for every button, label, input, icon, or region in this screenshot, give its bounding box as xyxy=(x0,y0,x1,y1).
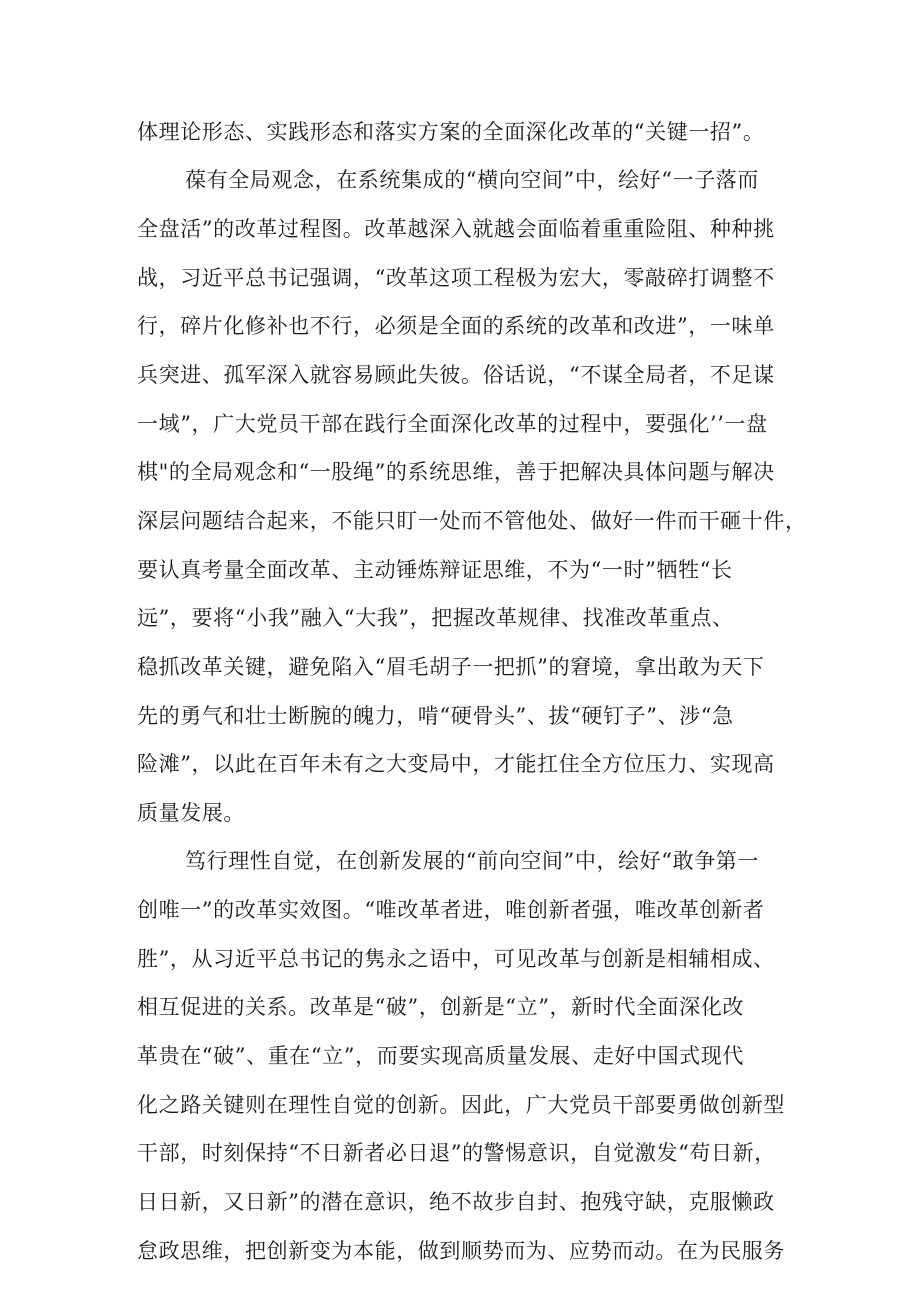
paragraph-line: 日日新，又日新”的潜在意识，绝不故步自封、抱残守缺，克服懒政 xyxy=(137,1190,775,1214)
paragraph-line: 先的勇气和壮士断腕的魄力，啃“硬骨头”、拔“硬钉子”、涉“急 xyxy=(137,704,734,728)
paragraph-line: 远”，要将“小我”融入“大我”，把握改革规律、找准改革重点、 xyxy=(137,606,734,630)
paragraph-line: 革贵在“破”、重在“立”，而要实现高质量发展、走好中国式现代 xyxy=(137,1044,744,1068)
paragraph-line: 相互促进的关系。改革是“破”，创新是“立”，新时代全面深化改 xyxy=(137,995,744,1019)
paragraph-line: 质量发展。 xyxy=(137,801,245,825)
paragraph-line: 全盘活”的改革过程图。改革越深入就越会面临着重重险阻、种种挑 xyxy=(137,217,775,241)
paragraph-line: 稳抓改革关键，避免陷入“眉毛胡子一把抓”的窘境，拿出敢为天下 xyxy=(137,655,765,679)
paragraph-line: 要认真考量全面改革、主动锤炼辩证思维，不为“一时”牺牲“长 xyxy=(137,558,733,582)
paragraph-line: 战，习近平总书记强调，“改革这项工程极为宏大，零敲碎打调整不 xyxy=(137,266,775,290)
paragraph-line: 化之路关键则在理性自觉的创新。因此，广大党员干部要勇做创新型 xyxy=(137,1093,785,1117)
paragraph-line: 一域”，广大党员干部在践行全面深化改革的过程中，要强化’’一盘 xyxy=(137,412,768,436)
paragraph-line: 体理论形态、实践形态和落实方案的全面深化改革的“关键一招”。 xyxy=(137,120,765,144)
paragraph-line: 干部，时刻保持“不日新者必日退”的警惕意识，自觉激发“苟日新， xyxy=(137,1141,776,1165)
paragraph-line: 深层问题结合起来，不能只盯一处而不管他处、做好一件而干砸十件， xyxy=(137,509,807,533)
paragraph-line: 胜”，从习近平总书记的隽永之语中，可见改革与创新是相辅相成、 xyxy=(137,947,775,971)
paragraph-line: 棋"的全局观念和“一股绳”的系统思维，善于把解决具体问题与解决 xyxy=(137,460,775,484)
paragraph-line: 笃行理性自觉，在创新发展的“前向空间”中，绘好“敢争第一 xyxy=(185,849,760,873)
paragraph-line: 行，碎片化修补也不行，必须是全面的系统的改革和改进”，一味单 xyxy=(137,314,775,338)
paragraph-line: 葆有全局观念，在系统集成的“横向空间”中，绘好“一子落而 xyxy=(185,168,760,192)
paragraph-line: 险滩”，以此在百年未有之大变局中，才能扛住全方位压力、实现高 xyxy=(137,752,775,776)
paragraph-line: 创唯一”的改革实效图。“唯改革者进，唯创新者强，唯改革创新者 xyxy=(137,898,765,922)
paragraph-line: 怠政思维，把创新变为本能，做到顺势而为、应势而动。在为民服务 xyxy=(137,1239,785,1263)
paragraph-line: 兵突进、孤军深入就容易顾此失彼。俗话说，“不谋全局者，不足谋 xyxy=(137,363,775,387)
